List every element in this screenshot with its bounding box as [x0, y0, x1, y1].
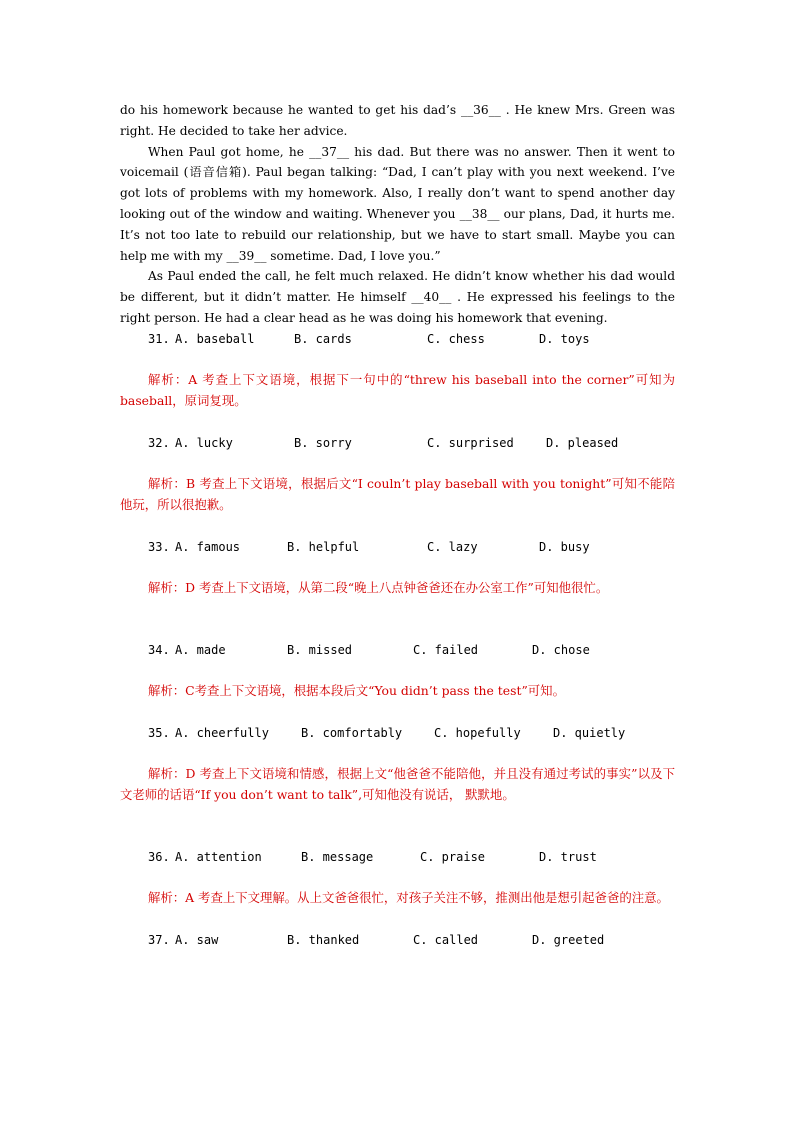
passage-paragraph-3: As Paul ended the call, he felt much relaxed. He didn’t know whether his dad would be different, but it didn’t matter. He himself __40__ . He expressed his feelings to the right person. He had a clear head as he was doing his homework that evening.: [120, 269, 675, 325]
option-a: A. cheerfully: [175, 725, 269, 740]
option-a: A. saw: [175, 932, 219, 947]
passage-paragraph-2: When Paul got home, he __37__ his dad. But there was no answer. Then it went to voicemail (语音信箱). Paul began talking: “Dad, I can’t play with you next weekend. I’ve got lots of problems with my homework. Also, I really don’t want to spend another day looking out of the window and waiting. Whenever you __38__ our plans, Dad, it hurts me. It’s not too late to rebuild our relationship, but we have to start small. Maybe you can help me with my __39__ sometime. Dad, I love you.”: [120, 144, 675, 263]
option-a: A. famous: [175, 539, 241, 554]
option-b: B. comfortably: [301, 725, 403, 740]
question-number: 36.: [148, 849, 170, 864]
question-34-options: [120, 640, 675, 660]
option-a: A. made: [175, 642, 226, 657]
question-33-analysis: 解析：D 考查上下文语境，从第二段“晚上八点钟爸爸还在办公室工作”可知他很忙。: [148, 579, 609, 595]
option-d: D. pleased: [546, 435, 619, 450]
option-a: A. attention: [175, 849, 262, 864]
option-d: D. toys: [539, 331, 590, 346]
option-c: C. praise: [420, 849, 486, 864]
option-d: D. quietly: [553, 725, 626, 740]
question-35-options: [120, 723, 675, 743]
question-number: 37.: [148, 932, 170, 947]
option-b: B. helpful: [287, 539, 360, 554]
question-number: 34.: [148, 642, 170, 657]
question-31-options: [120, 329, 675, 349]
option-b: B. sorry: [294, 435, 352, 450]
question-33-options: [120, 537, 675, 557]
question-36-options: [120, 847, 675, 867]
option-d: D. chose: [532, 642, 590, 657]
option-d: D. busy: [539, 539, 590, 554]
question-number: 31.: [148, 331, 170, 346]
option-d: D. trust: [539, 849, 597, 864]
passage-paragraph-1: do his homework because he wanted to get his dad’s __36__ . He knew Mrs. Green was right. He decided to take her advice.: [120, 103, 675, 138]
option-c: C. hopefully: [434, 725, 521, 740]
option-c: C. failed: [413, 642, 479, 657]
option-c: C. chess: [427, 331, 485, 346]
option-a: A. lucky: [175, 435, 233, 450]
question-32-options: [120, 433, 675, 453]
option-c: C. surprised: [427, 435, 514, 450]
option-b: B. cards: [294, 331, 352, 346]
option-a: A. baseball: [175, 331, 255, 346]
option-c: C. called: [413, 932, 479, 947]
question-number: 35.: [148, 725, 170, 740]
question-35-analysis: 解析：D 考查上下文语境和情感，根据上文“他爸爸不能陪他，并且没有通过考试的事实”以及下文老师的话语“If you don’t want to talk”,可知他没有说话， 默默地。: [120, 765, 675, 802]
option-d: D. greeted: [532, 932, 605, 947]
question-36-analysis: 解析：A 考查上下文理解。从上文爸爸很忙，对孩子关注不够，推测出他是想引起爸爸的注意。: [148, 889, 669, 905]
question-number: 33.: [148, 539, 170, 554]
option-b: B. thanked: [287, 932, 360, 947]
question-number: 32.: [148, 435, 170, 450]
option-c: C. lazy: [427, 539, 478, 554]
question-32-analysis: 解析：B 考查上下文语境，根据后文“I couln’t play baseball with you tonight”可知不能陪他玩，所以很抱歉。: [120, 475, 675, 512]
question-34-analysis: 解析：C考查上下文语境，根据本段后文“You didn’t pass the test”可知。: [148, 682, 565, 698]
question-31-analysis: 解析：A 考查上下文语境，根据下一句中的“threw his baseball into the corner”可知为baseball，原词复现。: [120, 371, 675, 408]
question-37-options: [120, 930, 675, 950]
document-page: [120, 100, 675, 950]
option-b: B. message: [301, 849, 374, 864]
option-b: B. missed: [287, 642, 353, 657]
